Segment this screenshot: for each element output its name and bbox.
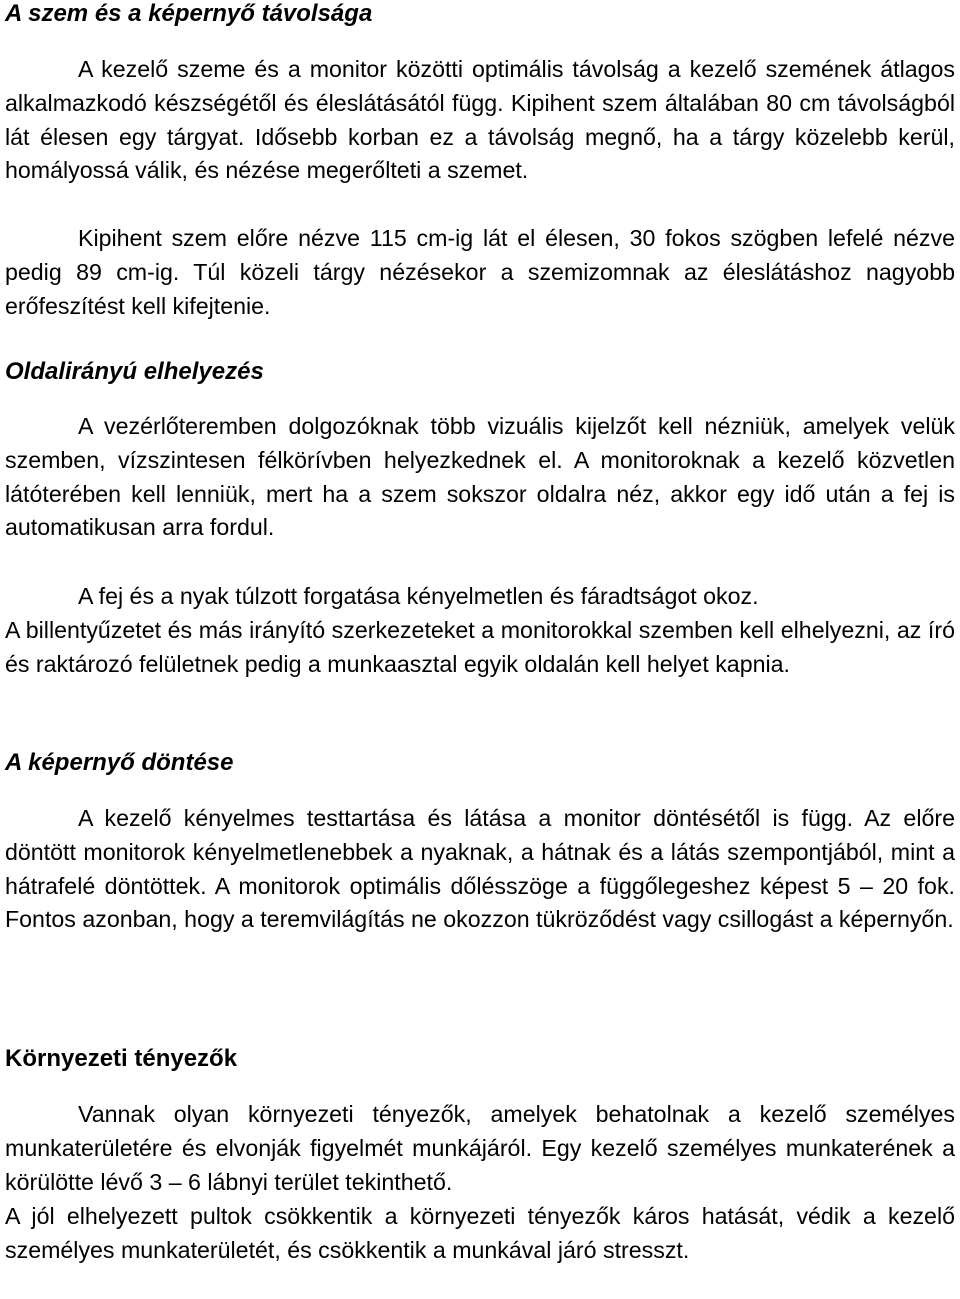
section-heading-distance: A szem és a képernyő távolsága — [5, 0, 373, 27]
paragraph: A billentyűzetet és más irányító szerkezeteket a monitorokkal szemben kell elhelyezni, az író és raktározó felületnek pedig a munkaasztal egyik oldalán kell helyet kapnia. — [5, 617, 955, 677]
paragraph: A kezelő kényelmes testtartása és látása a monitor döntésétől is függ. Az előre döntött monitorok kényelmetlenebbek a nyaknak, a hátnak és a látás szempontjából, mint a hátrafelé döntöttek. A monitorok optimális dőlésszöge a függőlegeshez képest 5 – 20 fok. Fontos azonban, hogy a teremvilágítás ne okozzon tükröződést vagy csillogást a képernyőn. — [5, 805, 955, 933]
paragraph: A kezelő szeme és a monitor közötti optimális távolság a kezelő szemének átlagos alkalmazkodó készségétől és éleslátásától függ. Kipihent szem általában 80 cm távolságból lát élesen egy tárgyat. Idősebb korban ez a távolság megnő, ha a tárgy közelebb kerül, homályossá válik, és nézése megerőlteti a szemet. — [5, 56, 955, 184]
section-heading-environmental-factors: Környezeti tényezők — [5, 1045, 238, 1072]
section-heading-lateral-placement: Oldalirányú elhelyezés — [5, 358, 264, 385]
paragraph: Kipihent szem előre nézve 115 cm-ig lát el élesen, 30 fokos szögben lefelé nézve pedig 89 cm-ig. Túl közeli tárgy nézésekor a szemizomnak az éleslátáshoz nagyobb erőfeszítést kell kifejtenie. — [5, 225, 955, 319]
paragraph: A fej és a nyak túlzott forgatása kényelmetlen és fáradtságot okoz. — [78, 583, 759, 609]
paragraph: Vannak olyan környezeti tényezők, amelyek behatolnak a kezelő személyes munkaterületére és elvonják figyelmét munkájáról. Egy kezelő személyes munkaterének a körülötte lévő 3 – 6 lábnyi terület tekinthető. — [5, 1101, 955, 1195]
paragraph: A vezérlőteremben dolgozóknak több vizuális kijelzőt kell nézniük, amelyek velük szemben, vízszintesen félkörívben helyezkednek el. A monitoroknak a kezelő közvetlen látóterében kell lenniük, mert ha a szem sokszor oldalra néz, akkor egy idő után a fej is automatikusan arra fordul. — [5, 413, 955, 541]
section-heading-screen-tilt: A képernyő döntése — [5, 749, 234, 776]
paragraph: A jól elhelyezett pultok csökkentik a környezeti tényezők káros hatását, védik a kezelő személyes munkaterületét, és csökkentik a munkával járó stresszt. — [5, 1203, 955, 1263]
